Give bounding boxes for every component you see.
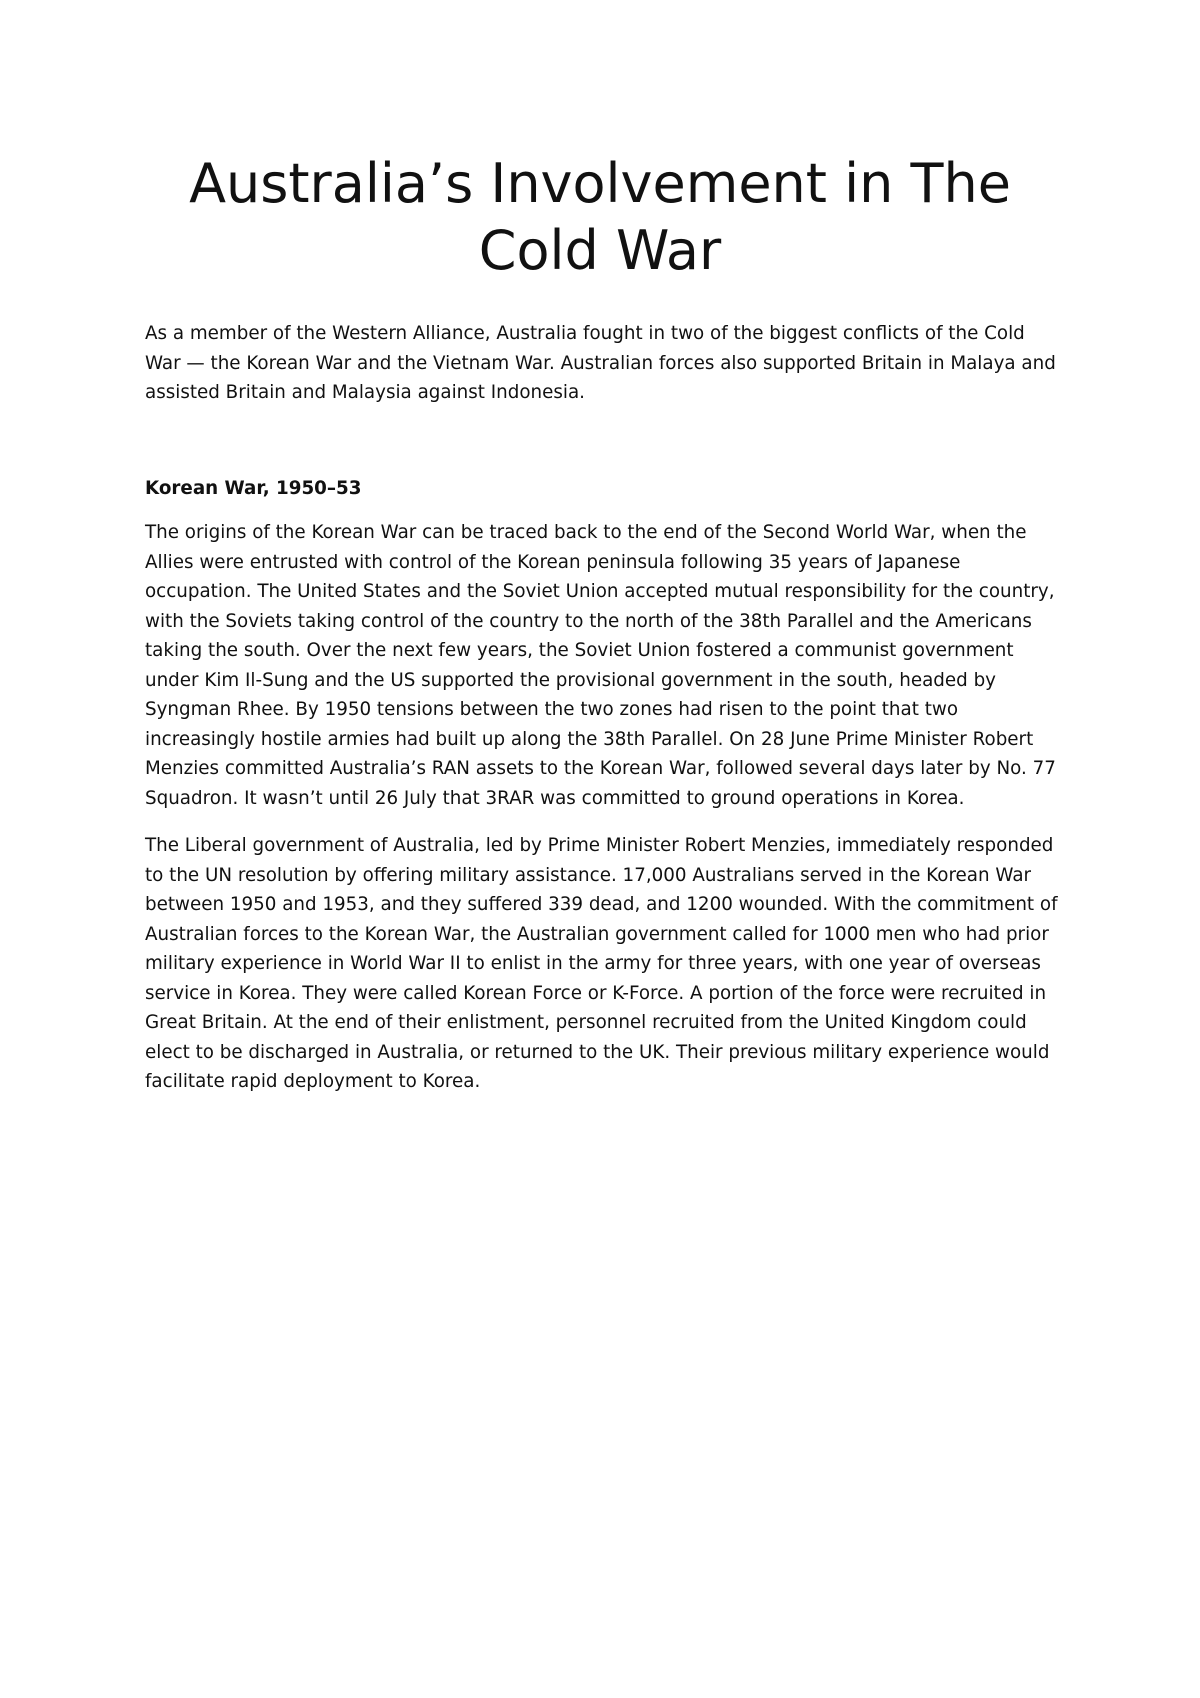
document-title: Australia’s Involvement in The Cold War [189, 152, 1011, 282]
intro-paragraph: As a member of the Western Alliance, Australia fought in two of the biggest conflicts of the Cold War — the Korean War and the Vietnam War. Australian forces also supported Britain in Malaya and assisted Britain and Malaysia against Indonesia. [145, 323, 1056, 403]
section-heading: Korean War, 1950–53 [145, 478, 362, 499]
body-paragraph-2: The Liberal government of Australia, led by Prime Minister Robert Menzies, immediately responded to the UN resolution by offering military assistance. 17,000 Australians served in the Korean War between 1950 and 1953, and they suffered 339 dead, and 1200 wounded. With the commitment of Australian forces to the Korean War, the Australian government called for 1000 men who had prior military experience in World War II to enlist in the army for three years, with one year of overseas service in Korea. They were called Korean Force or K-Force. A portion of the force were recruited in Great Britain. At the end of their enlistment, personnel recruited from the United Kingdom could elect to be discharged in Australia, or returned to the UK. Their previous military experience would facilitate rapid deployment to Korea. [145, 835, 1058, 1092]
body-paragraph-1: The origins of the Korean War can be traced back to the end of the Second World War, when the Allies were entrusted with control of the Korean peninsula following 35 years of Japanese occupation. The United States and the Soviet Union accepted mutual responsibility for the country, with the Soviets taking control of the country to the north of the 38th Parallel and the Americans taking the south. Over the next few years, the Soviet Union fostered a communist government under Kim Il-Sung and the US supported the provisional government in the south, headed by Syngman Rhee. By 1950 tensions between the two zones had risen to the point that two increasingly hostile armies had built up along the 38th Parallel. On 28 June Prime Minister Robert Menzies committed Australia’s RAN assets to the Korean War, followed several days later by No. 77 Squadron. It wasn’t until 26 July that 3RAR was committed to ground operations in Korea. [145, 522, 1056, 809]
